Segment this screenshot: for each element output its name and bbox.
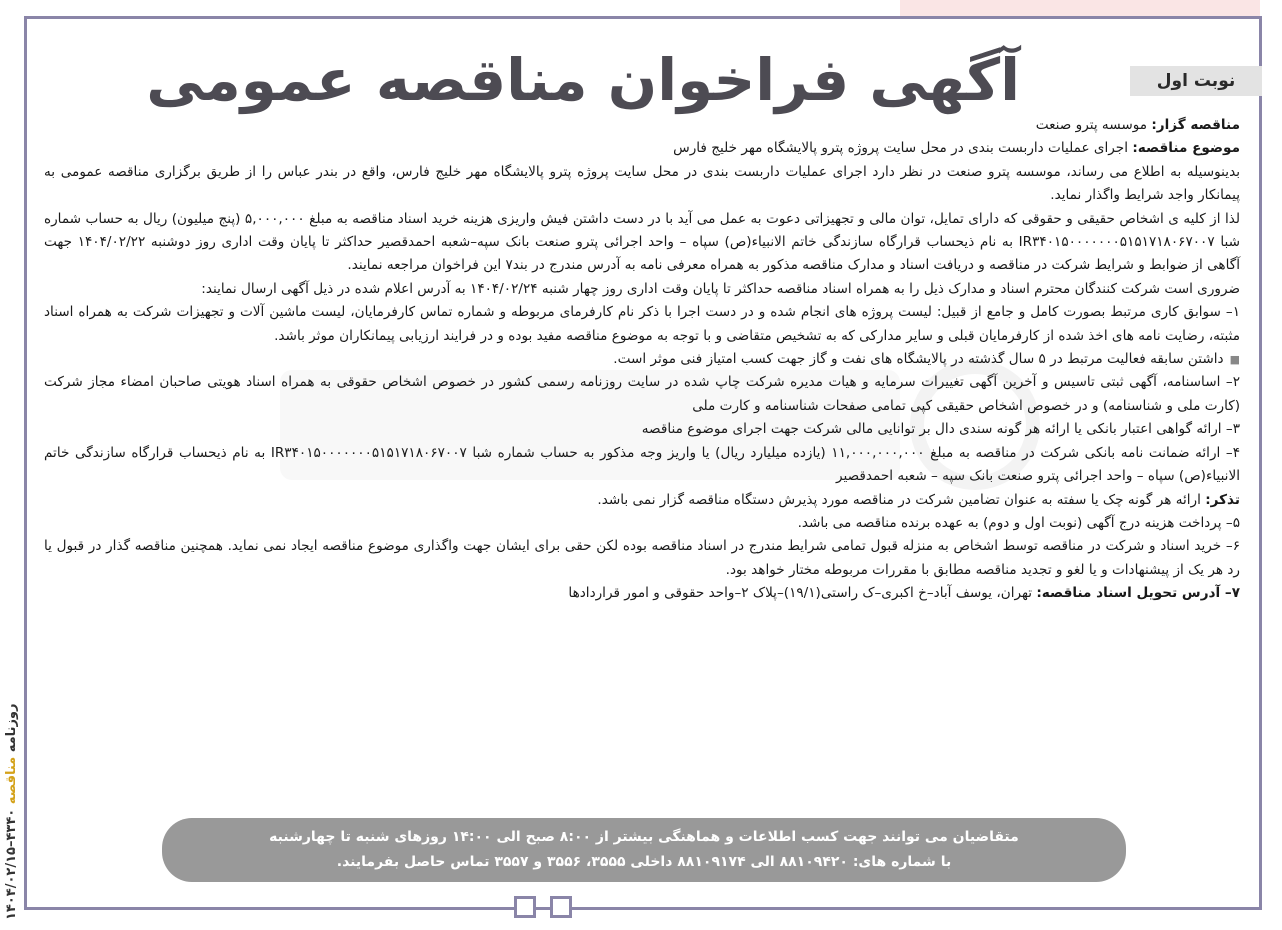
item-4: ۴– ارائه ضمانت نامه بانکی شرکت در مناقصه به مبلغ ۱۱,۰۰۰,۰۰۰,۰۰۰ (یازده میلیارد ریال) یا واریز وجه مذکور به حساب شماره شبا IR۳۴۰۱۵۰۰۰۰۰۰۰۵۱۵۱۷۱۸۰۶۷۰۰۷ به نام ذیحساب قرارگاه سازندگی خاتم الانبیاء(ص) سپاه – واحد اجرائی پترو صنعت بانک سپه – شعبه احمدقصیر (44, 444, 1240, 485)
invite-paragraph: لذا از کلیه ی اشخاص حقیقی و حقوقی که دارای تمایل، توان مالی و تجهیزاتی دعوت به عمل می آید با در دست داشتن فیش واریزی هزینه خرید اسناد مناقصه به مبلغ ۵,۰۰۰,۰۰۰ (پنج میلیون) ریال به حساب شماره شبا IR۳۴۰۱۵۰۰۰۰۰۰۰۵۱۵۱۷۱۸۰۶۷۰۰۷ به نام ذیحساب قرارگاه سازندگی خاتم الانبیاء(ص) سپاه – واحد اجرائی پترو صنعت بانک سپه–شعبه احمدقصیر حداکثر تا پایان وقت اداری روز دوشنبه ۱۴۰۴/۰۲/۲۲ جهت آگاهی از ضوابط و شرایط شرکت در مناقصه و دریافت اسناد و مدارک مناقصه مذکور به همراه معرفی نامه به آدرس مندرج در بند۷ این فراخوان مراجعه نمایند. (44, 210, 1241, 274)
note-text: ارائه هر گونه چک یا سفته به عنوان تضامین شرکت در مناقصه مورد پذیرش دستگاه مناقصه گزار نمی باشد. (597, 491, 1201, 508)
subject-label: موضوع مناقصه: (1132, 140, 1240, 157)
item-5: ۵– پرداخت هزینه درج آگهی (نوبت اول و دوم) به عهده برنده مناقصه می باشد. (797, 514, 1240, 531)
contact-info-bar (162, 818, 1126, 882)
item-7 (44, 582, 1240, 605)
intro-paragraph: بدینوسیله به اطلاع می رساند، موسسه پترو صنعت در نظر دارد اجرای عملیات داربست بندی در محل سایت پروژه پترو پالایشگاه مهر خلیج فارس، واقع در بندر عباس را از طریق برگزاری مناقصه عمومی به پیمانکار واجد شرایط واگذار نماید. (44, 163, 1240, 204)
item-2: ۲– اساسنامه، آگهی ثبتی تاسیس و آخرین آگهی تغییرات سرمایه و هیات مدیره شرکت چاپ شده در سایت روزنامه رسمی کشور در خصوص اشخاص حقوقی به همراه اسناد هویتی صاحبان امضاء مجاز شرکت (کارت ملی و شناسنامه) و در خصوص اشخاص حقیقی کپی تمامی صفحات شناسنامه و کارت ملی (44, 374, 1240, 414)
page-title: آگهی فراخوان مناقصه عمومی (146, 46, 1020, 114)
bullet-note: ■ داشتن سابقه فعالیت مرتبط در ۵ سال گذشته در پالایشگاه های نفت و گاز جهت کسب امتیاز فنی موثر است. (44, 348, 1240, 371)
note-label: تذکر: (1205, 491, 1240, 508)
newspaper-side-label (4, 704, 19, 921)
subject-line (44, 137, 1240, 160)
contact-line-1: متقاضیان می توانند جهت کسب اطلاعات و هماهنگی بیشتر از ۸:۰۰ صبح الی ۱۴:۰۰ روزهای شنبه تا چهارشنبه (269, 829, 1019, 845)
contact-line-2: با شماره های: ۸۸۱۰۹۴۲۰ الی ۸۸۱۰۹۱۷۴ داخلی ۳۵۵۵، ۳۵۵۶ و ۳۵۵۷ تماس حاصل بفرمایند. (336, 854, 952, 870)
organizer-value: موسسه پترو صنعت (1035, 117, 1148, 133)
item-1: ۱– سوابق کاری مرتبط بصورت کامل و جامع از قبیل: لیست پروژه های انجام شده و در دست اجرا با ذکر نام کارفرمای مربوطه و شماره تماس کارفرمایان، لیست ماشین آلات و تجهیزات شرکت به همراه اسناد مثبته، رضایت نامه های اخذ شده از کارفرمایان قبلی و سایر مدارکی که به تشخیص متقاضی و با توجه به موضوع مناقصه مفید بوده و در فرایند ارزیابی پیمانکاران موثر باشد. (44, 304, 1240, 344)
item-6: ۶– خرید اسناد و شرکت در مناقصه توسط اشخاص به منزله قبول تمامی شرایط مندرج در اسناد مناقصه بوده لکن حقی برای ایشان جهت واگذاری موضوع مناقصه ایجاد نمی نماید. همچنین مناقصه گذار در قبول یا رد هر یک از پیشنهادات و یا لغو و تجدید مناقصه مطابق با مقررات مربوطه مختار خواهد بود. (44, 538, 1240, 578)
side-label-prefix: روزنامه (4, 703, 19, 753)
note-line (44, 489, 1240, 512)
round-badge: نوبت اول (1130, 66, 1262, 96)
frame-ornament-left (514, 896, 536, 918)
advertisement-body (44, 114, 1240, 606)
organizer-label: مناقصه گزار: (1151, 117, 1240, 133)
side-label-brand: مناقصه (4, 756, 19, 805)
organizer-line (44, 114, 1240, 137)
item-7-address: تهران، یوسف آباد–خ اکبری–ک راستی(۱۹/۱)–پلاک ۲–واحد حقوقی و امور قراردادها (568, 585, 1033, 602)
side-label-issue: ۴۳۴۰–۱۴۰۴/۰۲/۱۵ (4, 808, 19, 920)
frame-ornament-right (550, 896, 572, 918)
item-7-label: ۷– آدرس تحویل اسناد مناقصه: (1036, 585, 1240, 602)
subject-value: اجرای عملیات داربست بندی در محل سایت پروژه پترو پالایشگاه مهر خلیج فارس (673, 140, 1128, 157)
item-3: ۳– ارائه گواهی اعتبار بانکی یا ارائه هر گونه سندی دال بر توانایی مالی شرکت جهت اجرای موضوع مناقصه (641, 421, 1240, 438)
required-paragraph: ضروری است شرکت کنندگان محترم اسناد و مدارک ذیل را به همراه اسناد مناقصه حداکثر تا پایان وقت اداری روز چهار شنبه ۱۴۰۴/۰۲/۲۴ به آدرس اعلام شده در ذیل آگهی ارسال نمایند: (201, 280, 1240, 297)
